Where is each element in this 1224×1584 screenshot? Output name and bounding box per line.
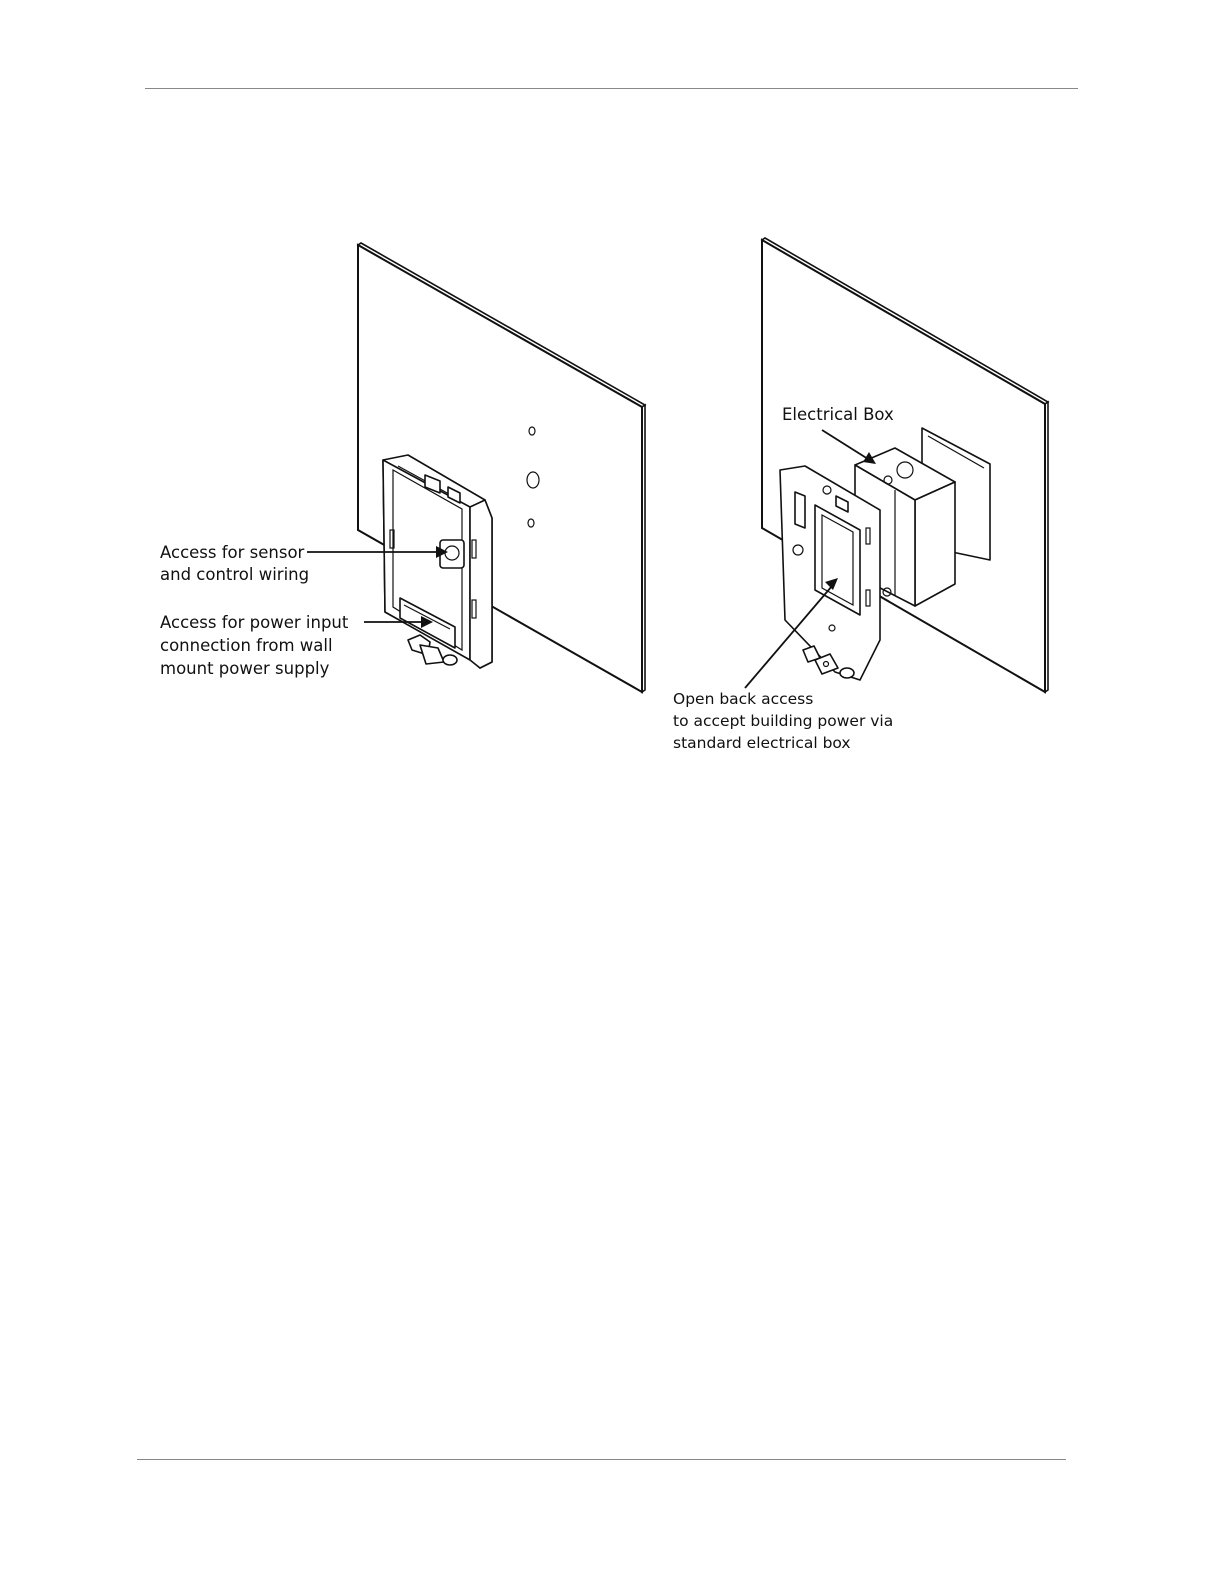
- callout-power-input-line-3: mount power supply: [160, 659, 330, 678]
- footer-rule: [137, 1459, 1066, 1460]
- callout-open-back-access-line-2: to accept building power via: [673, 712, 894, 730]
- callout-sensor-wiring-line-1: Access for sensor: [160, 543, 305, 562]
- callout-open-back-access-line-3: standard electrical box: [673, 734, 851, 752]
- callout-power-input: [160, 613, 433, 678]
- callout-electrical-box-label: Electrical Box: [782, 405, 894, 424]
- callout-power-input-line-2: connection from wall: [160, 636, 333, 655]
- callout-open-back-access-line-1: Open back access: [673, 690, 814, 708]
- callout-power-input-line-1: Access for power input: [160, 613, 349, 632]
- right-illustration: [673, 238, 1048, 752]
- callout-sensor-wiring-line-2: and control wiring: [160, 565, 310, 584]
- left-illustration: [160, 243, 645, 692]
